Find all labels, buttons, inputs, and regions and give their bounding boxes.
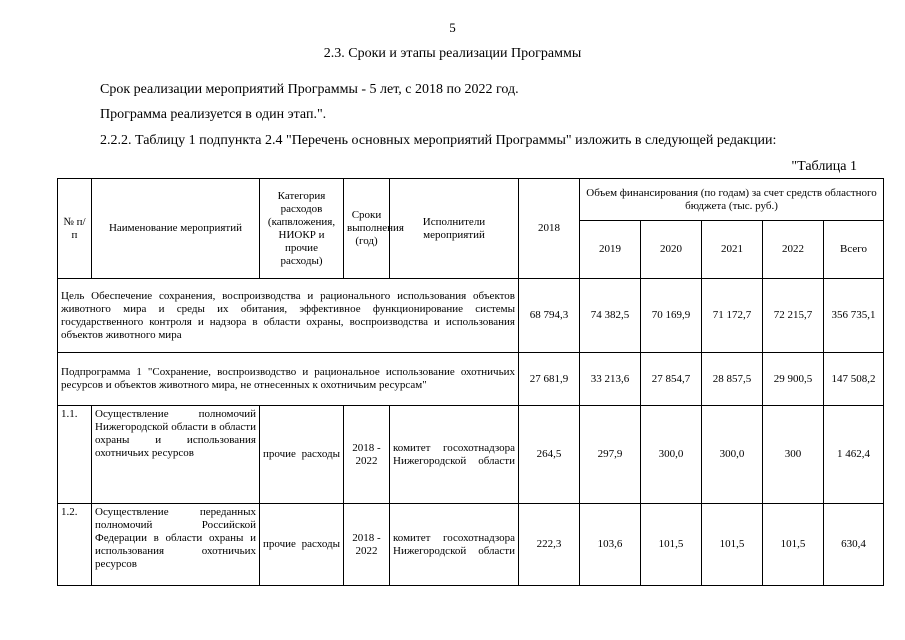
row-period: 2018 - 2022 (344, 406, 390, 504)
header-total: Всего (824, 221, 884, 279)
table-row (58, 406, 884, 504)
header-funding: Объем финансирования (по годам) за счет средств областного бюджета (тыс. руб.) (580, 179, 884, 221)
goal-value-2020: 70 169,9 (641, 279, 702, 353)
subprogram-value-2021: 28 857,5 (702, 353, 763, 406)
subprogram-value-2020: 27 854,7 (641, 353, 702, 406)
row-value-2018: 264,5 (519, 406, 580, 504)
row-value-2018: 222,3 (519, 504, 580, 586)
header-year-2018: 2018 (519, 179, 580, 279)
row-value-2019: 297,9 (580, 406, 641, 504)
table-caption: "Таблица 1 (791, 159, 857, 174)
measures-table (57, 178, 884, 586)
paragraph-amendment: 2.2.2. Таблицу 1 подпункта 2.4 "Перечень основных мероприятий Программы" изложить в следующей редакции: (100, 133, 777, 148)
header-executors: Исполнители мероприятий (390, 179, 519, 279)
row-value-total: 630,4 (824, 504, 884, 586)
goal-value-2018: 68 794,3 (519, 279, 580, 353)
goal-value-2022: 72 215,7 (763, 279, 824, 353)
section-heading: 2.3. Сроки и этапы реализации Программы (323, 46, 582, 61)
row-value-2022: 300 (763, 406, 824, 504)
row-value-2021: 300,0 (702, 406, 763, 504)
row-period: 2018 - 2022 (344, 504, 390, 586)
row-value-2019: 103,6 (580, 504, 641, 586)
row-name: Осуществление переданных полномочий Российской Федерации в области охраны и использования охотничьих ресурсов (92, 504, 260, 586)
goal-text: Цель Обеспечение сохранения, воспроизводства и рационального использования объектов животного мира и среды их обитания, эффективное функционирование системы государственного контроля и надзора в области охраны, воспроизводства и использования объектов животного мира (58, 279, 519, 353)
header-num: № п/п (58, 179, 92, 279)
subprogram-text: Подпрограмма 1 "Сохранение, воспроизводство и рациональное использование охотничьих ресурсов и объектов животного мира, не отнесенных к охотничьим ресурсам" (58, 353, 519, 406)
goal-value-total: 356 735,1 (824, 279, 884, 353)
row-value-2022: 101,5 (763, 504, 824, 586)
row-num: 1.2. (58, 504, 92, 586)
row-value-2020: 101,5 (641, 504, 702, 586)
header-name: Наименование мероприятий (92, 179, 260, 279)
page-number: 5 (449, 20, 456, 35)
row-executor: комитет госохотнадзора Нижегородской области (390, 504, 519, 586)
header-category: Категория расходов (капвложения, НИОКР и прочие расходы) (260, 179, 344, 279)
row-executor: комитет госохотнадзора Нижегородской области (390, 406, 519, 504)
row-name: Осуществление полномочий Нижегородской области в области охраны и использования охотничьих ресурсов (92, 406, 260, 504)
goal-value-2021: 71 172,7 (702, 279, 763, 353)
subprogram-value-total: 147 508,2 (824, 353, 884, 406)
subprogram-value-2018: 27 681,9 (519, 353, 580, 406)
subprogram-value-2022: 29 900,5 (763, 353, 824, 406)
header-year-2022: 2022 (763, 221, 824, 279)
header-year-2019: 2019 (580, 221, 641, 279)
goal-value-2019: 74 382,5 (580, 279, 641, 353)
row-category: прочие расходы (260, 504, 344, 586)
paragraph-stage: Программа реализуется в один этап.". (100, 107, 327, 122)
row-value-2021: 101,5 (702, 504, 763, 586)
header-period: Сроки выполнения (год) (344, 179, 390, 279)
table-row (58, 504, 884, 586)
row-category: прочие расходы (260, 406, 344, 504)
goal-row (58, 279, 884, 353)
header-year-2020: 2020 (641, 221, 702, 279)
row-value-total: 1 462,4 (824, 406, 884, 504)
header-year-2021: 2021 (702, 221, 763, 279)
subprogram-value-2019: 33 213,6 (580, 353, 641, 406)
row-value-2020: 300,0 (641, 406, 702, 504)
paragraph-term: Срок реализации мероприятий Программы - 5 лет, с 2018 по 2022 год. (100, 82, 519, 97)
subprogram-row (58, 353, 884, 406)
table-header-row (58, 179, 884, 221)
row-num: 1.1. (58, 406, 92, 504)
